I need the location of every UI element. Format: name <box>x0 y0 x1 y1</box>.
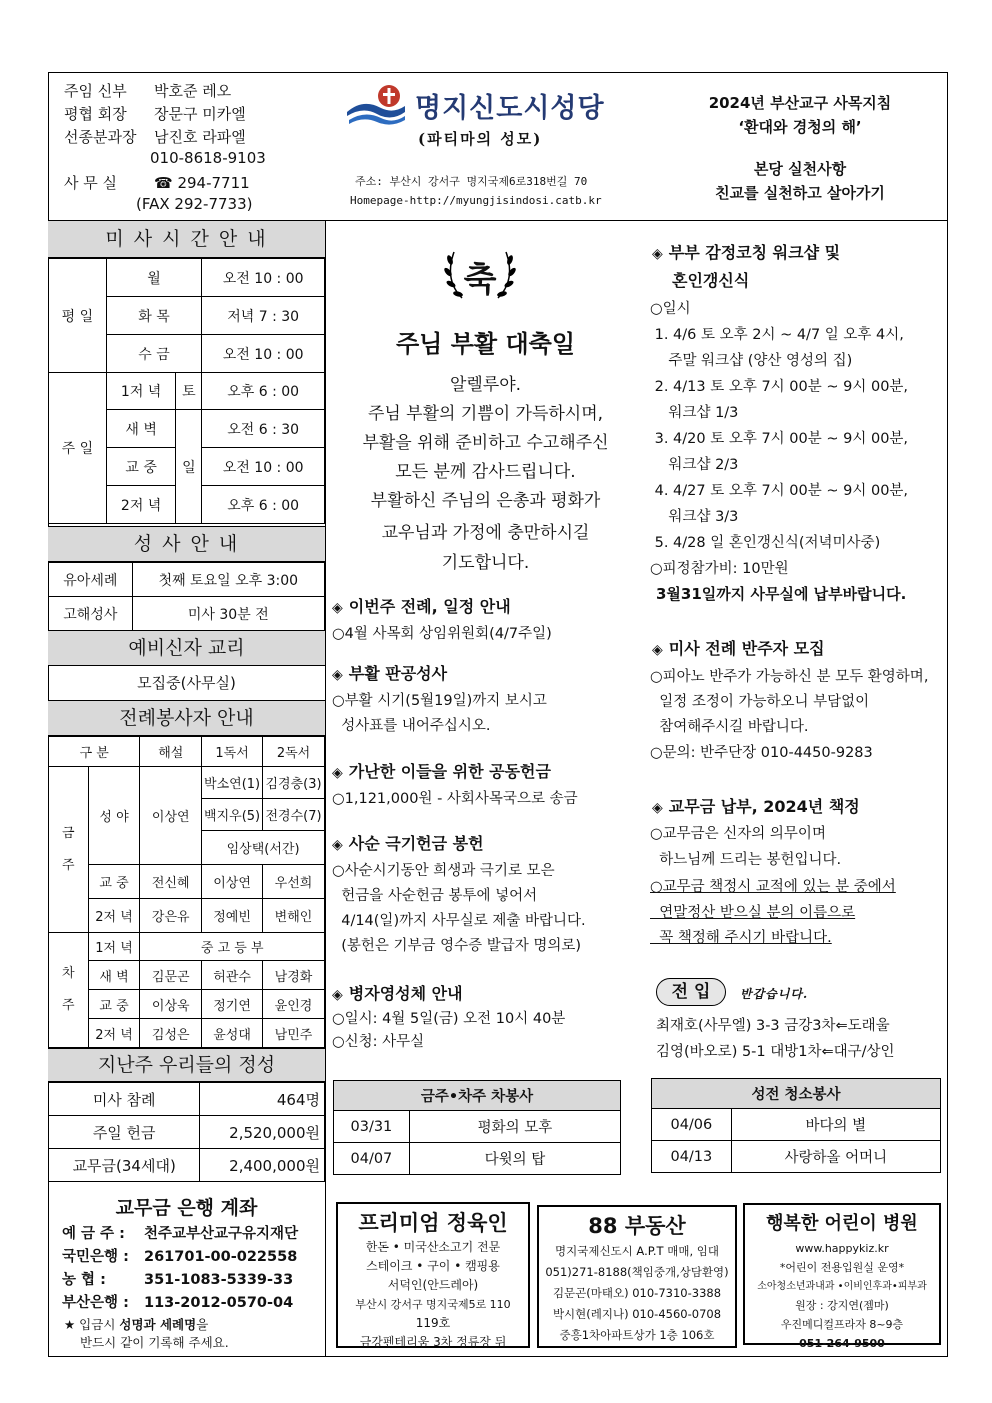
notice-line: 주말 워크샵 (양산 영성의 집) <box>650 353 853 369</box>
practice-title: 본당 실천사항 <box>753 160 847 178</box>
service-group: 다윗의 탑 <box>409 1143 620 1175</box>
practice-text: 친교를 실천하고 살아가기 <box>715 184 885 202</box>
mass-name: 1저 녁 <box>106 373 176 410</box>
saturday-label: 토 <box>176 373 202 410</box>
mass-times-table <box>48 258 325 524</box>
servers-row-label: 2저 녁 <box>88 1019 140 1048</box>
easter-line: 모든 분께 감사드립니다. <box>395 462 576 482</box>
sacrament-table <box>48 562 325 631</box>
notice-line: ○교무금은 신자의 의무이며 <box>650 826 826 842</box>
office-phone: 사 무 실 ☎ 294-7711 <box>64 174 250 192</box>
reader-cell: 박소연(1) <box>202 767 263 799</box>
ad-line: 명지국제신도시 A.P.T 매매, 임대 <box>555 1244 719 1258</box>
diamond-bullet-icon: ◈ <box>332 600 343 616</box>
service-group: 사랑하올 어머니 <box>731 1141 940 1173</box>
office-fax: (FAX 292-7733) <box>136 195 253 213</box>
cleaning-service-table <box>651 1078 941 1173</box>
notice-line: 1. 4/6 토 오후 2시 ~ 4/7 일 오후 4시, <box>650 327 904 343</box>
servers-row-label: 교 중 <box>88 990 140 1019</box>
service-date: 03/31 <box>334 1111 410 1143</box>
parish-logo-icon <box>345 82 407 126</box>
parish-address: 주소: 부산시 강서구 명지국제6로318번길 70 <box>355 175 588 188</box>
offering-value: 464명 <box>200 1083 325 1116</box>
notice-line: 성사표를 내어주십시오. <box>332 718 491 734</box>
staff-funeral: 선종분과장 남진호 라파엘 <box>64 128 246 146</box>
notice-line: ○일시 <box>650 301 691 317</box>
notice-line: ○문의: 반주단장 010-4450-9283 <box>650 745 873 761</box>
notice-title-cont: 혼인갱신식 <box>672 271 750 290</box>
mass-time: 오후 6 : 00 <box>202 373 325 410</box>
parish-name: 명지신도시성당 <box>415 93 605 124</box>
ad-line: 서덕인(안드레아) <box>387 1278 479 1292</box>
notice-line: ○4월 사목회 상임위원회(4/7주일) <box>332 626 552 642</box>
notice-line: 하느님께 드리는 봉헌입니다. <box>650 852 842 868</box>
notice-line: ○부활 시기(5월19일)까지 보시고 <box>332 693 547 709</box>
ad-line: 한돈 • 미국산소고기 전문 <box>365 1240 501 1254</box>
easter-line: 알렐루야. <box>449 375 522 395</box>
ad-line: *어린이 전용입원실 운영* <box>779 1261 905 1274</box>
mass-name: 교 중 <box>106 448 176 486</box>
ad-line: 051-264-9500 <box>799 1337 885 1350</box>
notice-line: ○피아노 반주가 가능하신 분 모두 환영하며, <box>650 669 929 685</box>
reader-cell: 우선희 <box>263 865 325 899</box>
offering-heading: 지난주 우리들의 정성 <box>48 1048 325 1082</box>
notice-line: 일정 조정이 가능하오니 부담없이 <box>650 694 870 710</box>
ad-line: 051)271-8188(책임중개,상담환영) <box>545 1265 729 1279</box>
notice-line: 워크샵 1/3 <box>650 405 739 421</box>
mass-day: 월 <box>106 259 202 297</box>
cleaning-heading: 성전 청소봉사 <box>652 1079 941 1109</box>
easter-line: 부활하신 주님의 은총과 평화가 <box>370 491 601 511</box>
service-date: 04/06 <box>652 1109 732 1141</box>
offering-label: 교무금(34세대) <box>49 1149 200 1182</box>
notice-line: 3. 4/20 토 오후 7시 00분 ~ 9시 00분, <box>650 431 909 447</box>
sunday-label: 주 일 <box>49 373 107 524</box>
ad-title: 88 부동산 <box>588 1214 686 1238</box>
sacrament-label: 유아세례 <box>49 563 133 597</box>
commentator-cell: 강은유 <box>140 899 202 933</box>
ad-line: 우진메디컬프라자 8~9층 <box>780 1318 904 1331</box>
ad-butcher <box>336 1202 530 1348</box>
welcome-line: 최재호(사무엘) 3-3 금강3차⇐도래울 <box>656 1018 890 1034</box>
notice-line: ○1,121,000원 - 사회사목국으로 송금 <box>332 791 578 807</box>
ad-title: 프리미엄 정육인 <box>358 1211 508 1235</box>
notice-line: ○일시: 4월 5일(금) 오전 10시 40분 <box>332 1011 566 1027</box>
servers-table <box>48 736 325 1048</box>
notice-line: 2. 4/13 토 오후 7시 00분 ~ 9시 00분, <box>650 379 909 395</box>
ad-hospital <box>743 1203 941 1350</box>
service-group: 바다의 별 <box>731 1109 940 1141</box>
reader-cell: 김경충(3) <box>263 767 325 799</box>
youth-group-cell: 중 고 등 부 <box>140 933 325 961</box>
welcome-badge: 전 입 <box>656 978 726 1006</box>
weekday-label: 평 일 <box>49 259 107 373</box>
bank-row: 국민은행 : 261701-00-022558 <box>62 1249 298 1265</box>
notice-title: ◈ 병자영성체 안내 <box>332 984 463 1003</box>
reader-cell: 허관수 <box>202 961 263 990</box>
diamond-bullet-icon: ◈ <box>332 667 343 683</box>
servers-row-label: 새 벽 <box>88 961 140 990</box>
mass-time: 오전 10 : 00 <box>202 335 325 373</box>
cha-label: 차 주 <box>49 933 89 1048</box>
diamond-bullet-icon: ◈ <box>332 765 343 781</box>
seongya-commentator: 이상연 <box>140 767 202 865</box>
mass-day: 수 금 <box>106 335 202 373</box>
reader-cell: 윤인경 <box>263 990 325 1019</box>
mass-time: 저녁 7 : 30 <box>202 297 325 335</box>
ad-line: 박시현(레지나) 010-4560-0708 <box>552 1307 722 1321</box>
reader-cell: 전경수(7) <box>263 799 325 831</box>
motto-title: 2024년 부산교구 사목지침 <box>708 94 892 112</box>
sunday-day-label: 일 <box>176 410 202 524</box>
easter-line: 교우님과 가정에 충만하시길 <box>381 523 590 543</box>
ad-title: 행복한 어린이 병원 <box>766 1213 918 1234</box>
notice-title: ◈ 교무금 납부, 2024년 책정 <box>652 797 860 816</box>
notice-line-underlined: ○교무금 책정시 교적에 있는 분 중에서 <box>650 879 896 895</box>
ad-line: 소아청소년과내과 •이비인후과•피부과 <box>757 1281 927 1292</box>
motto-text: ‘환대와 경청의 해’ <box>738 118 862 136</box>
notice-line: 4/14(일)까지 사무실로 제출 바랍니다. <box>332 913 586 929</box>
mass-day: 화 목 <box>106 297 202 335</box>
ad-line: 중흥1차아파트상가 1층 106호 <box>559 1328 715 1342</box>
servers-row-label: 교 중 <box>88 865 140 899</box>
staff-phone: 010-8618-9103 <box>150 149 266 167</box>
servers-header: 2독서 <box>263 737 325 767</box>
notice-line: 5. 4/28 일 혼인갱신식(저녁미사중) <box>650 535 881 551</box>
bank-row: 부산은행 : 113-2012-0570-04 <box>62 1295 294 1311</box>
commentator-cell: 전신혜 <box>140 865 202 899</box>
notice-line: ○사순시기동안 희생과 극기로 모은 <box>332 863 555 879</box>
commentator-cell: 이상욱 <box>140 990 202 1019</box>
servers-heading: 전례봉사자 안내 <box>48 700 325 736</box>
sacrament-value: 첫째 토요일 오후 3:00 <box>132 563 324 597</box>
notice-line: 4. 4/27 토 오후 7시 00분 ~ 9시 00분, <box>650 483 909 499</box>
mass-time: 오전 10 : 00 <box>202 448 325 486</box>
geum-label: 금 주 <box>49 767 89 933</box>
reader-cell: 임상택(서간) <box>202 831 325 865</box>
notice-line-underlined: 연말정산 받으실 분의 이름으로 <box>650 905 856 921</box>
reader-cell: 남경화 <box>263 961 325 990</box>
servers-header: 1독서 <box>202 737 263 767</box>
offering-value: 2,520,000원 <box>200 1116 325 1149</box>
offering-label: 미사 참례 <box>49 1083 200 1116</box>
ad-realestate <box>537 1205 737 1348</box>
sacrament-heading: 성 사 안 내 <box>48 526 325 562</box>
mass-time: 오전 10 : 00 <box>202 259 325 297</box>
welcome-script: 반갑습니다. <box>740 987 809 1001</box>
staff-president: 평협 회장 장문구 미카엘 <box>64 105 246 123</box>
notice-title: ◈ 이번주 전례, 일정 안내 <box>332 597 511 616</box>
notice-title: ◈ 부활 판공성사 <box>332 664 448 683</box>
parish-subtitle: (파티마의 성모) <box>418 130 543 148</box>
notice-line-underlined: 꼭 책정해 주시기 바랍니다. <box>650 930 832 946</box>
diamond-bullet-icon: ◈ <box>332 837 343 853</box>
mass-name: 새 벽 <box>106 410 176 448</box>
reader-cell: 남민주 <box>263 1019 325 1048</box>
notice-line: 워크샵 3/3 <box>650 509 739 525</box>
bank-note: 반드시 같이 기록해 주세요. <box>80 1335 229 1350</box>
service-group: 평화의 모후 <box>409 1111 620 1143</box>
reader-cell: 변해인 <box>263 899 325 933</box>
bank-row: 농 협 : 351-1083-5339-33 <box>62 1272 294 1288</box>
ad-line: www.happykiz.kr <box>795 1242 889 1255</box>
notice-line: (봉헌은 기부금 영수증 발급자 명의로) <box>332 938 582 954</box>
sacrament-value: 미사 30분 전 <box>132 597 324 631</box>
diamond-bullet-icon: ◈ <box>332 987 343 1003</box>
easter-line: 기도합니다. <box>441 553 530 573</box>
catechumen-heading: 예비신자 교리 <box>48 630 325 666</box>
mass-time: 오후 6 : 00 <box>202 486 325 524</box>
ad-line: 김문곤(마태오) 010-7310-3388 <box>552 1286 722 1300</box>
reader-cell: 백지우(5) <box>202 799 263 831</box>
sacrament-label: 고해성사 <box>49 597 133 631</box>
parking-service-table <box>333 1080 621 1175</box>
notice-line: 워크샵 2/3 <box>650 457 739 473</box>
notice-line: 참여해주시길 바랍니다. <box>650 719 809 735</box>
reader-cell: 정예빈 <box>202 899 263 933</box>
commentator-cell: 김성은 <box>140 1019 202 1048</box>
diamond-bullet-icon: ◈ <box>652 246 663 262</box>
notice-line: ○피정참가비: 10만원 <box>650 561 789 577</box>
servers-row-label: 2저 녁 <box>88 899 140 933</box>
bank-heading: 교무금 은행 계좌 <box>115 1197 258 1219</box>
service-date: 04/13 <box>652 1141 732 1173</box>
notice-title: ◈ 가난한 이들을 위한 공동헌금 <box>332 762 551 781</box>
parish-homepage-link[interactable]: Homepage-http://myungjisindosi.catb.kr <box>350 194 602 207</box>
offering-label: 주일 헌금 <box>49 1116 200 1149</box>
easter-emblem: 축 <box>463 260 497 300</box>
ad-line: 스테이크 • 구이 • 캠핑용 <box>366 1259 500 1273</box>
reader-cell: 정기연 <box>202 990 263 1019</box>
ad-line: 119호 <box>415 1316 451 1330</box>
diamond-bullet-icon: ◈ <box>652 642 663 658</box>
notice-line: ○신청: 사무실 <box>332 1034 425 1050</box>
mass-name: 2저 녁 <box>106 486 176 524</box>
diamond-bullet-icon: ◈ <box>652 800 663 816</box>
notice-line: 헌금을 사순헌금 봉투에 넣어서 <box>332 888 538 904</box>
easter-line: 주님 부활의 기쁨이 가득하시며, <box>367 404 604 424</box>
reader-cell: 윤성대 <box>202 1019 263 1048</box>
notice-title: ◈ 사순 극기헌금 봉헌 <box>332 834 484 853</box>
welcome-line: 김영(바오로) 5-1 대방1차⇐대구/상인 <box>656 1044 895 1060</box>
easter-title: 주님 부활 대축일 <box>396 330 575 358</box>
easter-line: 부활을 위해 준비하고 수고해주신 <box>362 433 609 453</box>
mass-time: 오전 6 : 30 <box>202 410 325 448</box>
offering-table <box>48 1082 325 1182</box>
commentator-cell: 김문곤 <box>140 961 202 990</box>
bank-row: 예 금 주 : 천주교부산교구유지재단 <box>62 1226 299 1242</box>
catechumen-value: 모집중(사무실) <box>137 674 236 692</box>
mass-times-heading: 미 사 시 간 안 내 <box>48 220 325 258</box>
notice-title: ◈ 미사 전례 반주자 모집 <box>652 639 825 658</box>
notice-title: ◈ 부부 감정코칭 워크샵 및 <box>652 243 841 262</box>
ad-line: 금강펜테리움 3차 정류장 뒤 <box>359 1335 507 1349</box>
servers-header: 구 분 <box>49 737 140 767</box>
staff-priest: 주임 신부 박호준 레오 <box>64 82 232 100</box>
servers-row-label: 1저 녁 <box>88 933 140 961</box>
parking-heading: 금주•차주 차봉사 <box>334 1081 621 1111</box>
servers-header: 해설 <box>140 737 202 767</box>
service-date: 04/07 <box>334 1143 410 1175</box>
ad-line: 부산시 강서구 명지국제5로 110 <box>355 1298 511 1311</box>
ad-line: 원장 : 강지연(젬마) <box>795 1299 889 1312</box>
reader-cell: 이상연 <box>202 865 263 899</box>
seongya-label: 성 야 <box>88 767 140 865</box>
offering-value: 2,400,000원 <box>200 1149 325 1182</box>
bank-note: ★ 입금시 성명과 세례명을 <box>64 1317 209 1332</box>
notice-deadline: 3월31일까지 사무실에 납부바랍니다. <box>656 585 907 603</box>
